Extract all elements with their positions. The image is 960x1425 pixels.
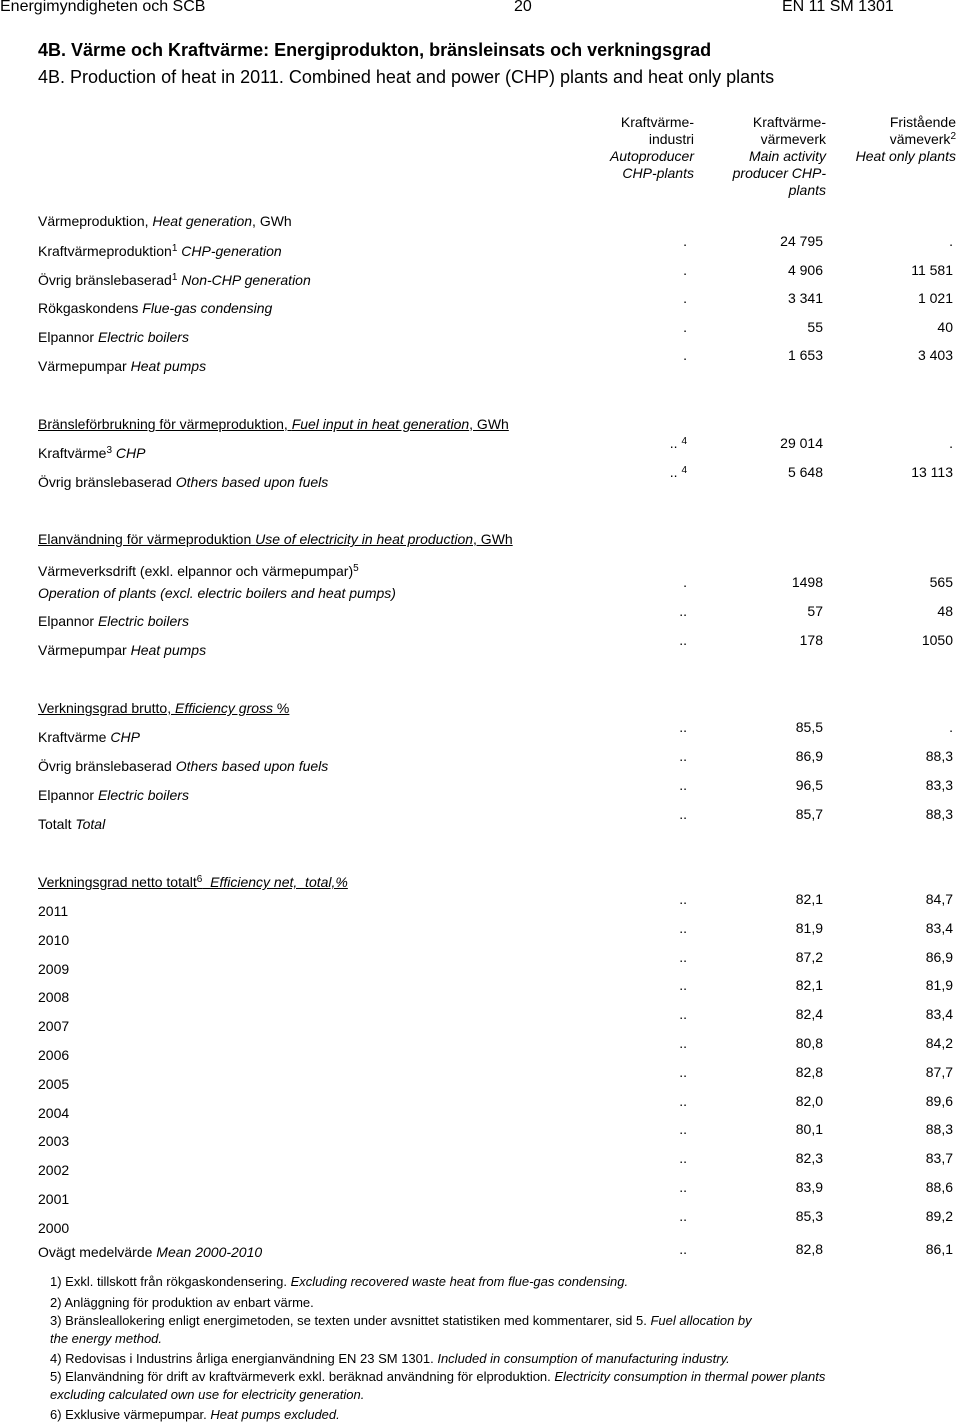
table-title-sv: 4B. Värme och Kraftvärme: Energiprodukton, bränsleinsats och verkningsgrad — [38, 40, 712, 60]
cell-value: 82,0 — [795, 1093, 823, 1109]
header-page-number: 20 — [514, 0, 532, 15]
cell-value: 80,8 — [795, 1035, 823, 1051]
cell-value: .. — [679, 1006, 687, 1022]
cell-value: 1498 — [791, 574, 823, 590]
row-label-year: 2004 — [38, 1105, 70, 1121]
cell-value: .. — [679, 748, 687, 764]
cell-value: .. — [679, 1241, 687, 1257]
cell-value: 82,3 — [795, 1150, 823, 1166]
cell-value: 5 648 — [787, 464, 823, 480]
cell-value: 1050 — [921, 632, 953, 648]
footnote-4: 4) Redovisas i Industrins årliga energianvändning EN 23 SM 1301. Included in consumption of manufacturing industry. — [50, 1351, 730, 1366]
cell-value: 89,2 — [925, 1208, 953, 1224]
cell-value: 81,9 — [795, 920, 823, 936]
cell-value: 88,3 — [925, 806, 953, 822]
cell-value: 1 653 — [787, 347, 823, 363]
cell-value: . — [683, 262, 687, 278]
cell-value: .. — [679, 603, 687, 619]
cell-value: .. — [679, 632, 687, 648]
section-title-efficiency-net: Verkningsgrad netto totalt$^6$ Efficiency net, total,% — [38, 874, 348, 890]
cell-value: 86,9 — [795, 748, 823, 764]
cell-value: 88,3 — [925, 1121, 953, 1137]
cell-value: 87,2 — [795, 949, 823, 965]
footnote-5: 5) Elanvändning för drift av kraftvärmeverk exkl. beräknad användning för elproduktion. Electricity consumption in thermal power plants — [50, 1369, 826, 1384]
cell-value: 4 906 — [787, 262, 823, 278]
cell-value: 85,5 — [795, 719, 823, 735]
row-label: Kraftvärme$^3$ CHP — [38, 445, 146, 461]
cell-value: 29 014 — [780, 435, 823, 451]
cell-value: 82,4 — [795, 1006, 823, 1022]
row-label: Övrig bränslebaserad Others based upon fuels — [38, 474, 329, 490]
cell-value: .. — [679, 891, 687, 907]
cell-value: 83,7 — [925, 1150, 953, 1166]
row-label-year: 2002 — [38, 1162, 70, 1178]
cell-value: 48 — [937, 603, 953, 619]
cell-value: 84,7 — [925, 891, 953, 907]
column-header-main-activity: Kraftvärme- värmeverk Main activity producer CHP- plants — [732, 114, 826, 198]
row-label: Övrig bränslebaserad$^1$ Non-CHP generation — [38, 272, 311, 288]
row-label-year: 2005 — [38, 1076, 70, 1092]
footnote-5-cont: excluding calculated own use for electricity generation. — [50, 1387, 365, 1402]
row-label: Kraftvärmeproduktion$^1$ CHP-generation — [38, 243, 282, 259]
cell-value: .. — [679, 1064, 687, 1080]
cell-value: 40 — [937, 319, 953, 335]
cell-value: .. — [679, 806, 687, 822]
cell-value: . — [683, 347, 687, 363]
row-label: Värmepumpar Heat pumps — [38, 642, 207, 658]
row-label: Övrig bränslebaserad Others based upon fuels — [38, 758, 329, 774]
cell-value: 89,6 — [925, 1093, 953, 1109]
cell-value: .. $^4$ — [669, 435, 687, 451]
cell-value: 81,9 — [925, 977, 953, 993]
cell-value: 88,6 — [925, 1179, 953, 1195]
cell-value: .. — [679, 1035, 687, 1051]
cell-value: . — [683, 233, 687, 249]
cell-value: 55 — [807, 319, 823, 335]
row-label-year: 2008 — [38, 989, 70, 1005]
cell-value: 57 — [807, 603, 823, 619]
cell-value: 86,9 — [925, 949, 953, 965]
cell-value: 11 581 — [911, 262, 953, 278]
cell-value: 87,7 — [925, 1064, 953, 1080]
column-header-autoproducer: Kraftvärme- industri Autoproducer CHP-plants — [609, 114, 694, 181]
cell-value: 3 341 — [787, 290, 823, 306]
section-title-fuel-input: Bränsleförbrukning för värmeproduktion, Fuel input in heat generation, GWh — [38, 416, 509, 432]
cell-value: 1 021 — [917, 290, 953, 306]
row-label: Värmepumpar Heat pumps — [38, 358, 207, 374]
cell-value: 82,8 — [795, 1064, 823, 1080]
cell-value: . — [949, 435, 953, 451]
cell-value: .. — [679, 1208, 687, 1224]
header-publisher: Energimyndigheten och SCB — [0, 0, 206, 15]
row-label-year: 2007 — [38, 1018, 70, 1034]
cell-value: 85,3 — [795, 1208, 823, 1224]
cell-value: 24 795 — [780, 233, 823, 249]
cell-value: .. — [679, 1150, 687, 1166]
row-label: Totalt Total — [38, 816, 106, 832]
cell-value: 82,8 — [795, 1241, 823, 1257]
cell-value: 80,1 — [795, 1121, 823, 1137]
row-label: Rökgaskondens Flue-gas condensing — [38, 300, 273, 316]
row-label: Elpannor Electric boilers — [38, 329, 189, 345]
footnote-3-cont: the energy method. — [50, 1331, 163, 1346]
cell-value: 83,4 — [925, 920, 953, 936]
cell-value: 3 403 — [917, 347, 953, 363]
cell-value: 83,3 — [925, 777, 953, 793]
cell-value: 565 — [929, 574, 953, 590]
row-label-year: 2000 — [38, 1220, 70, 1236]
cell-value: 83,9 — [795, 1179, 823, 1195]
cell-value: .. — [679, 1179, 687, 1195]
row-label-mean: Ovägt medelvärde Mean 2000-2010 — [38, 1244, 263, 1260]
cell-value: 96,5 — [795, 777, 823, 793]
cell-value: 84,2 — [925, 1035, 953, 1051]
footnote-6: 6) Exklusive värmepumpar. Heat pumps excluded. — [50, 1407, 340, 1422]
cell-value: 85,7 — [795, 806, 823, 822]
row-label: Elpannor Electric boilers — [38, 787, 189, 803]
section-title-efficiency-gross: Verkningsgrad brutto, Efficiency gross % — [38, 700, 290, 716]
cell-value: . — [683, 290, 687, 306]
cell-value: .. — [679, 777, 687, 793]
cell-value: . — [949, 719, 953, 735]
cell-value: .. — [679, 949, 687, 965]
cell-value: .. — [679, 719, 687, 735]
table-title-en: 4B. Production of heat in 2011. Combined heat and power (CHP) plants and heat only plants — [38, 67, 775, 87]
row-label: Elpannor Electric boilers — [38, 613, 189, 629]
cell-value: 82,1 — [795, 891, 823, 907]
section-title-electricity-use: Elanvändning för värmeproduktion Use of electricity in heat production, GWh — [38, 531, 513, 547]
row-label-year: 2006 — [38, 1047, 70, 1063]
row-label-year: 2003 — [38, 1133, 70, 1149]
cell-value: 83,4 — [925, 1006, 953, 1022]
cell-value: .. — [679, 977, 687, 993]
column-header-heat-only: Fristående vämeverk$^2$ Heat only plants — [855, 114, 956, 164]
row-label: Kraftvärme CHP — [38, 729, 140, 745]
row-label-en: Operation of plants (excl. electric boilers and heat pumps) — [38, 585, 396, 601]
cell-value: .. $^4$ — [669, 464, 687, 480]
row-label-year: 2011 — [38, 903, 69, 919]
cell-value: .. — [679, 1093, 687, 1109]
cell-value: .. — [679, 920, 687, 936]
cell-value: 13 113 — [911, 464, 953, 480]
row-label: Värmeverksdrift (exkl. elpannor och värmepumpar)$^5$ — [38, 563, 359, 579]
footnote-2: 2) Anläggning för produktion av enbart värme. — [50, 1295, 314, 1310]
row-label-year: 2001 — [38, 1191, 70, 1207]
cell-value: .. — [679, 1121, 687, 1137]
cell-value: 178 — [799, 632, 823, 648]
cell-value: . — [683, 574, 687, 590]
cell-value: 82,1 — [795, 977, 823, 993]
row-label-year: 2010 — [38, 932, 70, 948]
header-report-id: EN 11 SM 1301 — [782, 0, 894, 15]
footnote-3: 3) Bränsleallokering enligt energimetoden, se texten under avsnittet statistiken med kommentarer, sid 5. Fuel allocation by — [50, 1313, 752, 1328]
footnote-1: 1) Exkl. tillskott från rökgaskondensering. Excluding recovered waste heat from flue-gas condensing. — [50, 1274, 629, 1289]
cell-value: 86,1 — [925, 1241, 953, 1257]
row-label-year: 2009 — [38, 961, 70, 977]
cell-value: . — [949, 233, 953, 249]
cell-value: . — [683, 319, 687, 335]
section-title-heat-generation: Värmeproduktion, Heat generation, GWh — [38, 213, 292, 229]
cell-value: 88,3 — [925, 748, 953, 764]
